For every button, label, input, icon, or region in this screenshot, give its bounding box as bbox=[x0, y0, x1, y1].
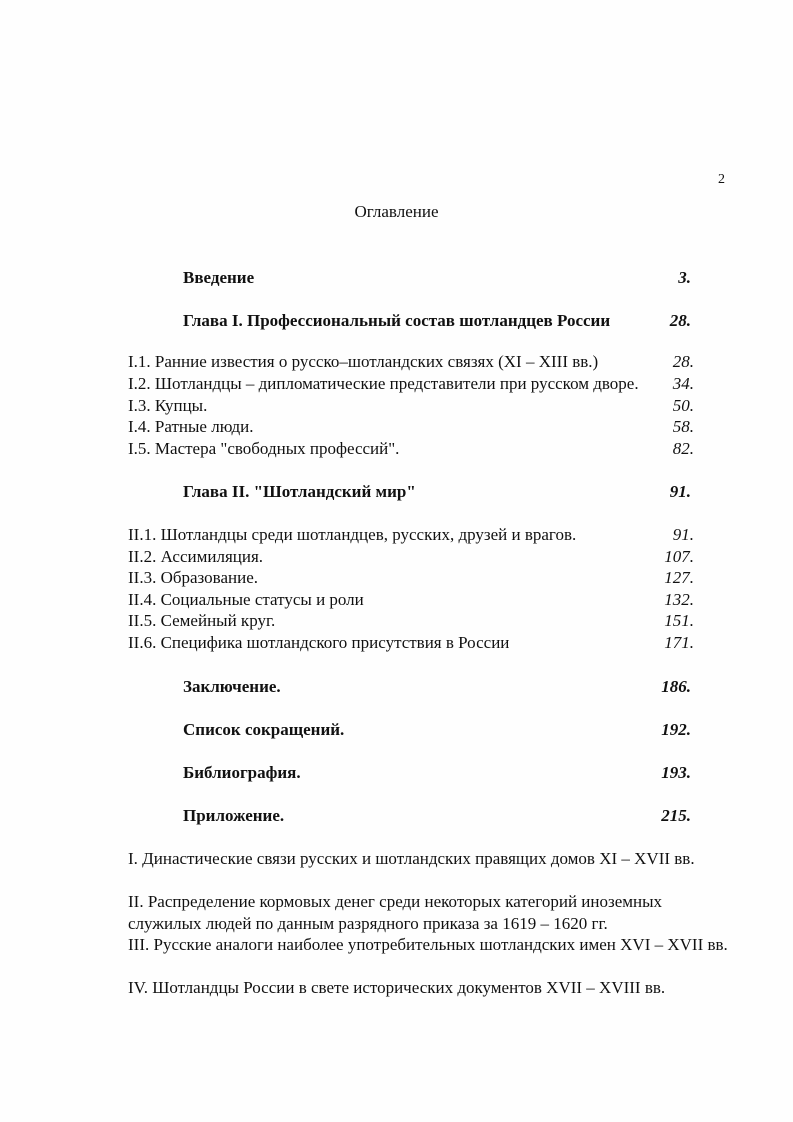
toc-entry-page: 50. bbox=[672, 396, 694, 415]
toc-entry-page: 192. bbox=[661, 720, 691, 739]
toc-entry-label: I.3. Купцы. bbox=[128, 396, 208, 415]
toc-entry-label: I.4. Ратные люди. bbox=[128, 417, 254, 436]
page-number: 2 bbox=[718, 172, 725, 187]
appendix-item: II. Распределение кормовых денег среди некоторых категорий иноземных служилых людей по данным разрядного приказа за 1619 – 1620 гг. bbox=[128, 892, 663, 933]
toc-entry-page: 28. bbox=[672, 352, 694, 371]
toc-entry-label: II.4. Социальные статусы и роли bbox=[128, 590, 364, 609]
appendix-item: IV. Шотландцы России в свете исторических документов XVII – XVIII вв. bbox=[128, 978, 666, 997]
toc-entry-page: 58. bbox=[672, 417, 694, 436]
toc-entry-label: Библиография. bbox=[183, 763, 301, 782]
toc-entry-label: II.5. Семейный круг. bbox=[128, 611, 276, 630]
toc-entry-label: II.2. Ассимиляция. bbox=[128, 547, 264, 566]
toc-entry-page: 193. bbox=[661, 763, 691, 782]
toc-entry-label: I.5. Мастера "свободных профессий". bbox=[128, 439, 400, 458]
toc-entry-label: II.1. Шотландцы среди шотландцев, русских, друзей и врагов. bbox=[128, 525, 577, 544]
toc-entry-label: Введение bbox=[183, 268, 255, 287]
toc-entry-page: 186. bbox=[661, 677, 691, 696]
toc-entry-label: I.1. Ранние известия о русско–шотландских связях (XI – XIII вв.) bbox=[128, 352, 599, 371]
appendix-item: I. Династические связи русских и шотландских правящих домов XI – XVII вв. bbox=[128, 849, 695, 868]
toc-entry-page: 3. bbox=[678, 268, 691, 287]
toc-entry-page: 91. bbox=[669, 482, 691, 501]
toc-entry-page: 151. bbox=[664, 611, 694, 630]
toc-entry-page: 171. bbox=[664, 633, 694, 652]
toc-entry-label: I.2. Шотландцы – дипломатические представители при русском дворе. bbox=[128, 374, 639, 393]
toc-entry-page: 215. bbox=[661, 806, 691, 825]
toc-entry-label: Глава I. Профессиональный состав шотландцев России bbox=[183, 311, 611, 330]
toc-entry-page: 28. bbox=[669, 311, 691, 330]
toc-entry-page: 82. bbox=[672, 439, 694, 458]
toc-entry-label: Список сокращений. bbox=[183, 720, 345, 739]
page-title: Оглавление bbox=[354, 202, 439, 221]
toc-entry-page: 91. bbox=[672, 525, 694, 544]
appendix-item: III. Русские аналоги наиболее употребительных шотландских имен XVI – XVII вв. bbox=[128, 935, 728, 954]
toc-entry-page: 34. bbox=[672, 374, 694, 393]
toc-entry-page: 132. bbox=[664, 590, 694, 609]
toc-entry-page: 127. bbox=[664, 568, 694, 587]
toc-entry-label: Глава II. "Шотландский мир" bbox=[183, 482, 416, 501]
toc-entry-label: II.3. Образование. bbox=[128, 568, 258, 587]
toc-entry-label: Заключение. bbox=[183, 677, 281, 696]
toc-entry-label: II.6. Специфика шотландского присутствия в России bbox=[128, 633, 510, 652]
toc-entry-page: 107. bbox=[664, 547, 694, 566]
toc-entry-label: Приложение. bbox=[183, 806, 285, 825]
